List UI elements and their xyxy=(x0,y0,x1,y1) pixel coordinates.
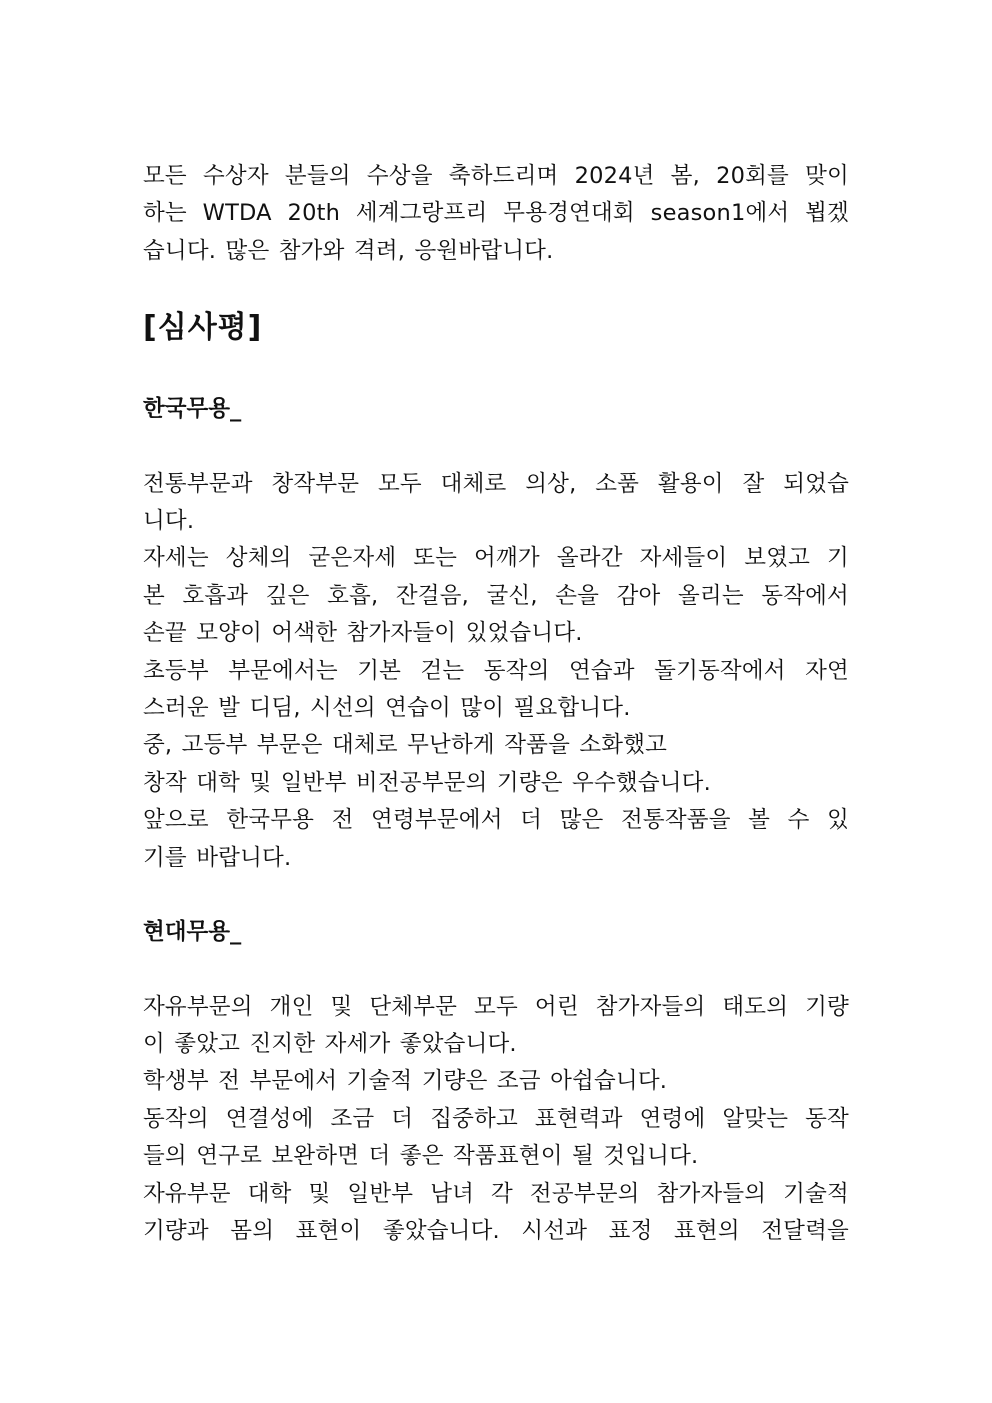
modern-dance-review xyxy=(143,989,849,1251)
korean-dance-line: 스러운 발 디딤, 시선의 연습이 많이 필요합니다. xyxy=(143,695,631,722)
intro-paragraph xyxy=(143,158,849,270)
intro-line: 습니다. 많은 참가와 격려, 응원바랍니다. xyxy=(143,237,554,264)
modern-dance-line: 동작의 연결성에 조금 더 집중하고 표현력과 연령에 알맞는 동작 xyxy=(143,1105,849,1132)
modern-dance-line: 기량과 몸의 표현이 좋았습니다. 시선과 표정 표현의 전달력을 xyxy=(143,1217,849,1244)
modern-dance-line: 들의 연구로 보완하면 더 좋은 작품표현이 될 것입니다. xyxy=(143,1143,699,1170)
korean-dance-line: 전통부문과 창작부문 모두 대체로 의상, 소품 활용이 잘 되었습 xyxy=(143,470,849,497)
modern-dance-line: 자유부문 대학 및 일반부 남녀 각 전공부문의 참가자들의 기술적 xyxy=(143,1180,849,1207)
korean-dance-line: 창작 대학 및 일반부 비전공부문의 기량은 우수했습니다. xyxy=(143,769,711,796)
korean-dance-title: 한국무용_ xyxy=(143,396,242,423)
korean-dance-line: 중, 고등부 부문은 대체로 무난하게 작품을 소화했고 xyxy=(143,732,668,759)
intro-line: 하는 WTDA 20th 세계그랑프리 무용경연대회 season1에서 뵙겠 xyxy=(143,200,849,227)
modern-dance-title: 현대무용_ xyxy=(143,919,242,946)
modern-dance-line: 학생부 전 부문에서 기술적 기량은 조금 아쉽습니다. xyxy=(143,1068,668,1095)
korean-dance-line: 기를 바랍니다. xyxy=(143,844,292,871)
korean-dance-line: 자세는 상체의 굳은자세 또는 어깨가 올라간 자세들이 보였고 기 xyxy=(143,545,849,572)
korean-dance-line: 니다. xyxy=(143,508,195,535)
intro-line: 모든 수상자 분들의 수상을 축하드리며 2024년 봄, 20회를 맞이 xyxy=(143,163,849,189)
document-body xyxy=(143,158,849,1250)
korean-dance-line: 본 호흡과 깊은 호흡, 잔걸음, 굴신, 손을 감아 올리는 동작에서 xyxy=(143,582,849,609)
korean-dance-line: 손끝 모양이 어색한 참가자들이 있었습니다. xyxy=(143,620,583,647)
review-heading: [심사평] xyxy=(143,310,263,346)
korean-dance-line: 초등부 부문에서는 기본 걷는 동작의 연습과 돌기동작에서 자연 xyxy=(143,657,849,684)
korean-dance-line: 앞으로 한국무용 전 연령부문에서 더 많은 전통작품을 볼 수 있 xyxy=(143,807,849,834)
modern-dance-line: 자유부문의 개인 및 단체부문 모두 어린 참가자들의 태도의 기량 xyxy=(143,993,849,1020)
korean-dance-review xyxy=(143,466,849,877)
modern-dance-line: 이 좋았고 진지한 자세가 좋았습니다. xyxy=(143,1030,517,1057)
